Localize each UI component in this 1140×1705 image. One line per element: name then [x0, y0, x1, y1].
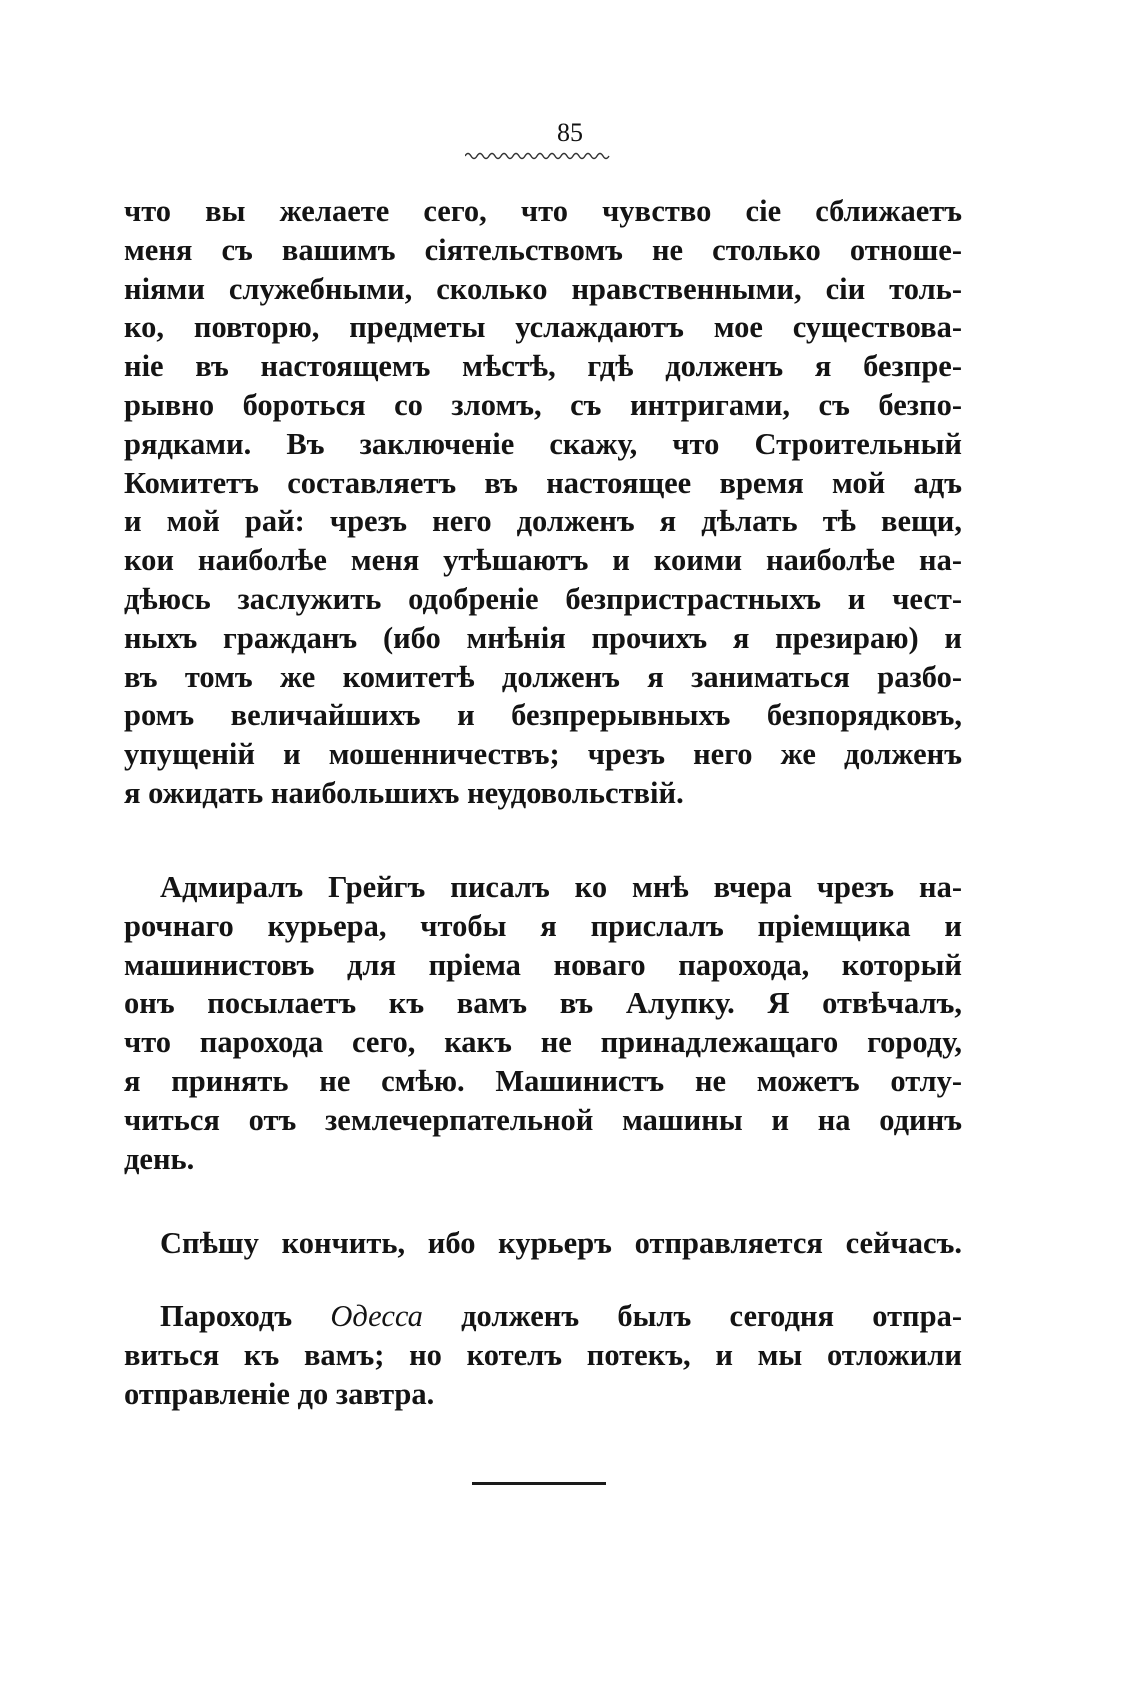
text-line: ныхъ гражданъ (ибо мнѣнія прочихъ я презираю) и [124, 620, 962, 655]
text-line: ромъ величайшихъ и безпрерывныхъ безпорядковъ, [124, 698, 962, 733]
text-line: машинистовъ для пріема новаго парохода, который [124, 947, 962, 982]
text-line: рочнаго курьера, чтобы я прислалъ пріемщика и [124, 908, 962, 943]
text-line: рядками. Въ заключеніе скажу, что Строительный [124, 426, 962, 461]
text-line: и мой рай: чрезъ него долженъ я дѣлать тѣ вещи, [124, 504, 962, 539]
text-line: кои наиболѣе меня утѣшаютъ и коими наиболѣе на- [124, 543, 962, 578]
ship-name: Одесса [330, 1299, 423, 1333]
text-line: ніе въ настоящемъ мѣстѣ, гдѣ долженъ я безпре- [124, 349, 962, 384]
text-line: что парохода сего, какъ не принадлежащаго городу, [124, 1025, 962, 1060]
page-header [0, 118, 1140, 148]
text-line: онъ посылаетъ къ вамъ въ Алупку. Я отвѣчалъ, [124, 986, 962, 1021]
text-line: я ожидать наибольшихъ неудовольствій. [124, 775, 684, 810]
text-line: Адмиралъ Грейгъ писалъ ко мнѣ вчера чрезъ на- [160, 870, 962, 904]
text-line: рывно бороться со зломъ, съ интригами, съ безпо- [124, 387, 962, 422]
text-line: день. [124, 1141, 195, 1176]
text-line: Комитетъ составляетъ въ настоящее время мой адъ [124, 465, 962, 500]
text-line [124, 1297, 962, 1336]
paragraph-4 [124, 1297, 962, 1413]
text-line: я принять не смѣю. Машинистъ не можетъ отлу- [124, 1063, 962, 1098]
text-line: ко, повторю, предметы услаждаютъ мое существова- [124, 310, 962, 345]
text-line: меня съ вашимъ сіятельствомъ не столько отноше- [124, 232, 962, 267]
wavy-ornament-icon [465, 150, 610, 160]
text-line: что вы желаете сего, что чувство сіе сближаетъ [124, 194, 962, 228]
text-line: читься отъ землечерпательной машины и на одинъ [124, 1102, 962, 1137]
end-rule-divider [472, 1482, 606, 1485]
text-fragment: долженъ былъ сегодня отпра- [461, 1299, 962, 1333]
text-line: отправленіе до завтра. [124, 1376, 435, 1411]
text-fragment: Пароходъ [160, 1299, 293, 1333]
text-line: въ томъ же комитетѣ долженъ я заниматься разбо- [124, 659, 962, 694]
text-line: дѣюсь заслужить одобреніе безпристрастныхъ и чест- [124, 581, 962, 616]
paragraph-2 [124, 868, 962, 1178]
paragraph-3 [124, 1224, 962, 1263]
page-number: 85 [557, 118, 583, 147]
text-line: ніями служебными, сколько нравственными, сіи толь- [124, 271, 962, 306]
text-line: упущеній и мошенничествъ; чрезъ него же долженъ [124, 737, 962, 772]
text-line: виться къ вамъ; но котелъ потекъ, и мы отложили [124, 1337, 962, 1372]
paragraph-1 [124, 192, 962, 813]
text-line: Спѣшу кончить, ибо курьеръ отправляется сейчасъ. [160, 1226, 962, 1260]
